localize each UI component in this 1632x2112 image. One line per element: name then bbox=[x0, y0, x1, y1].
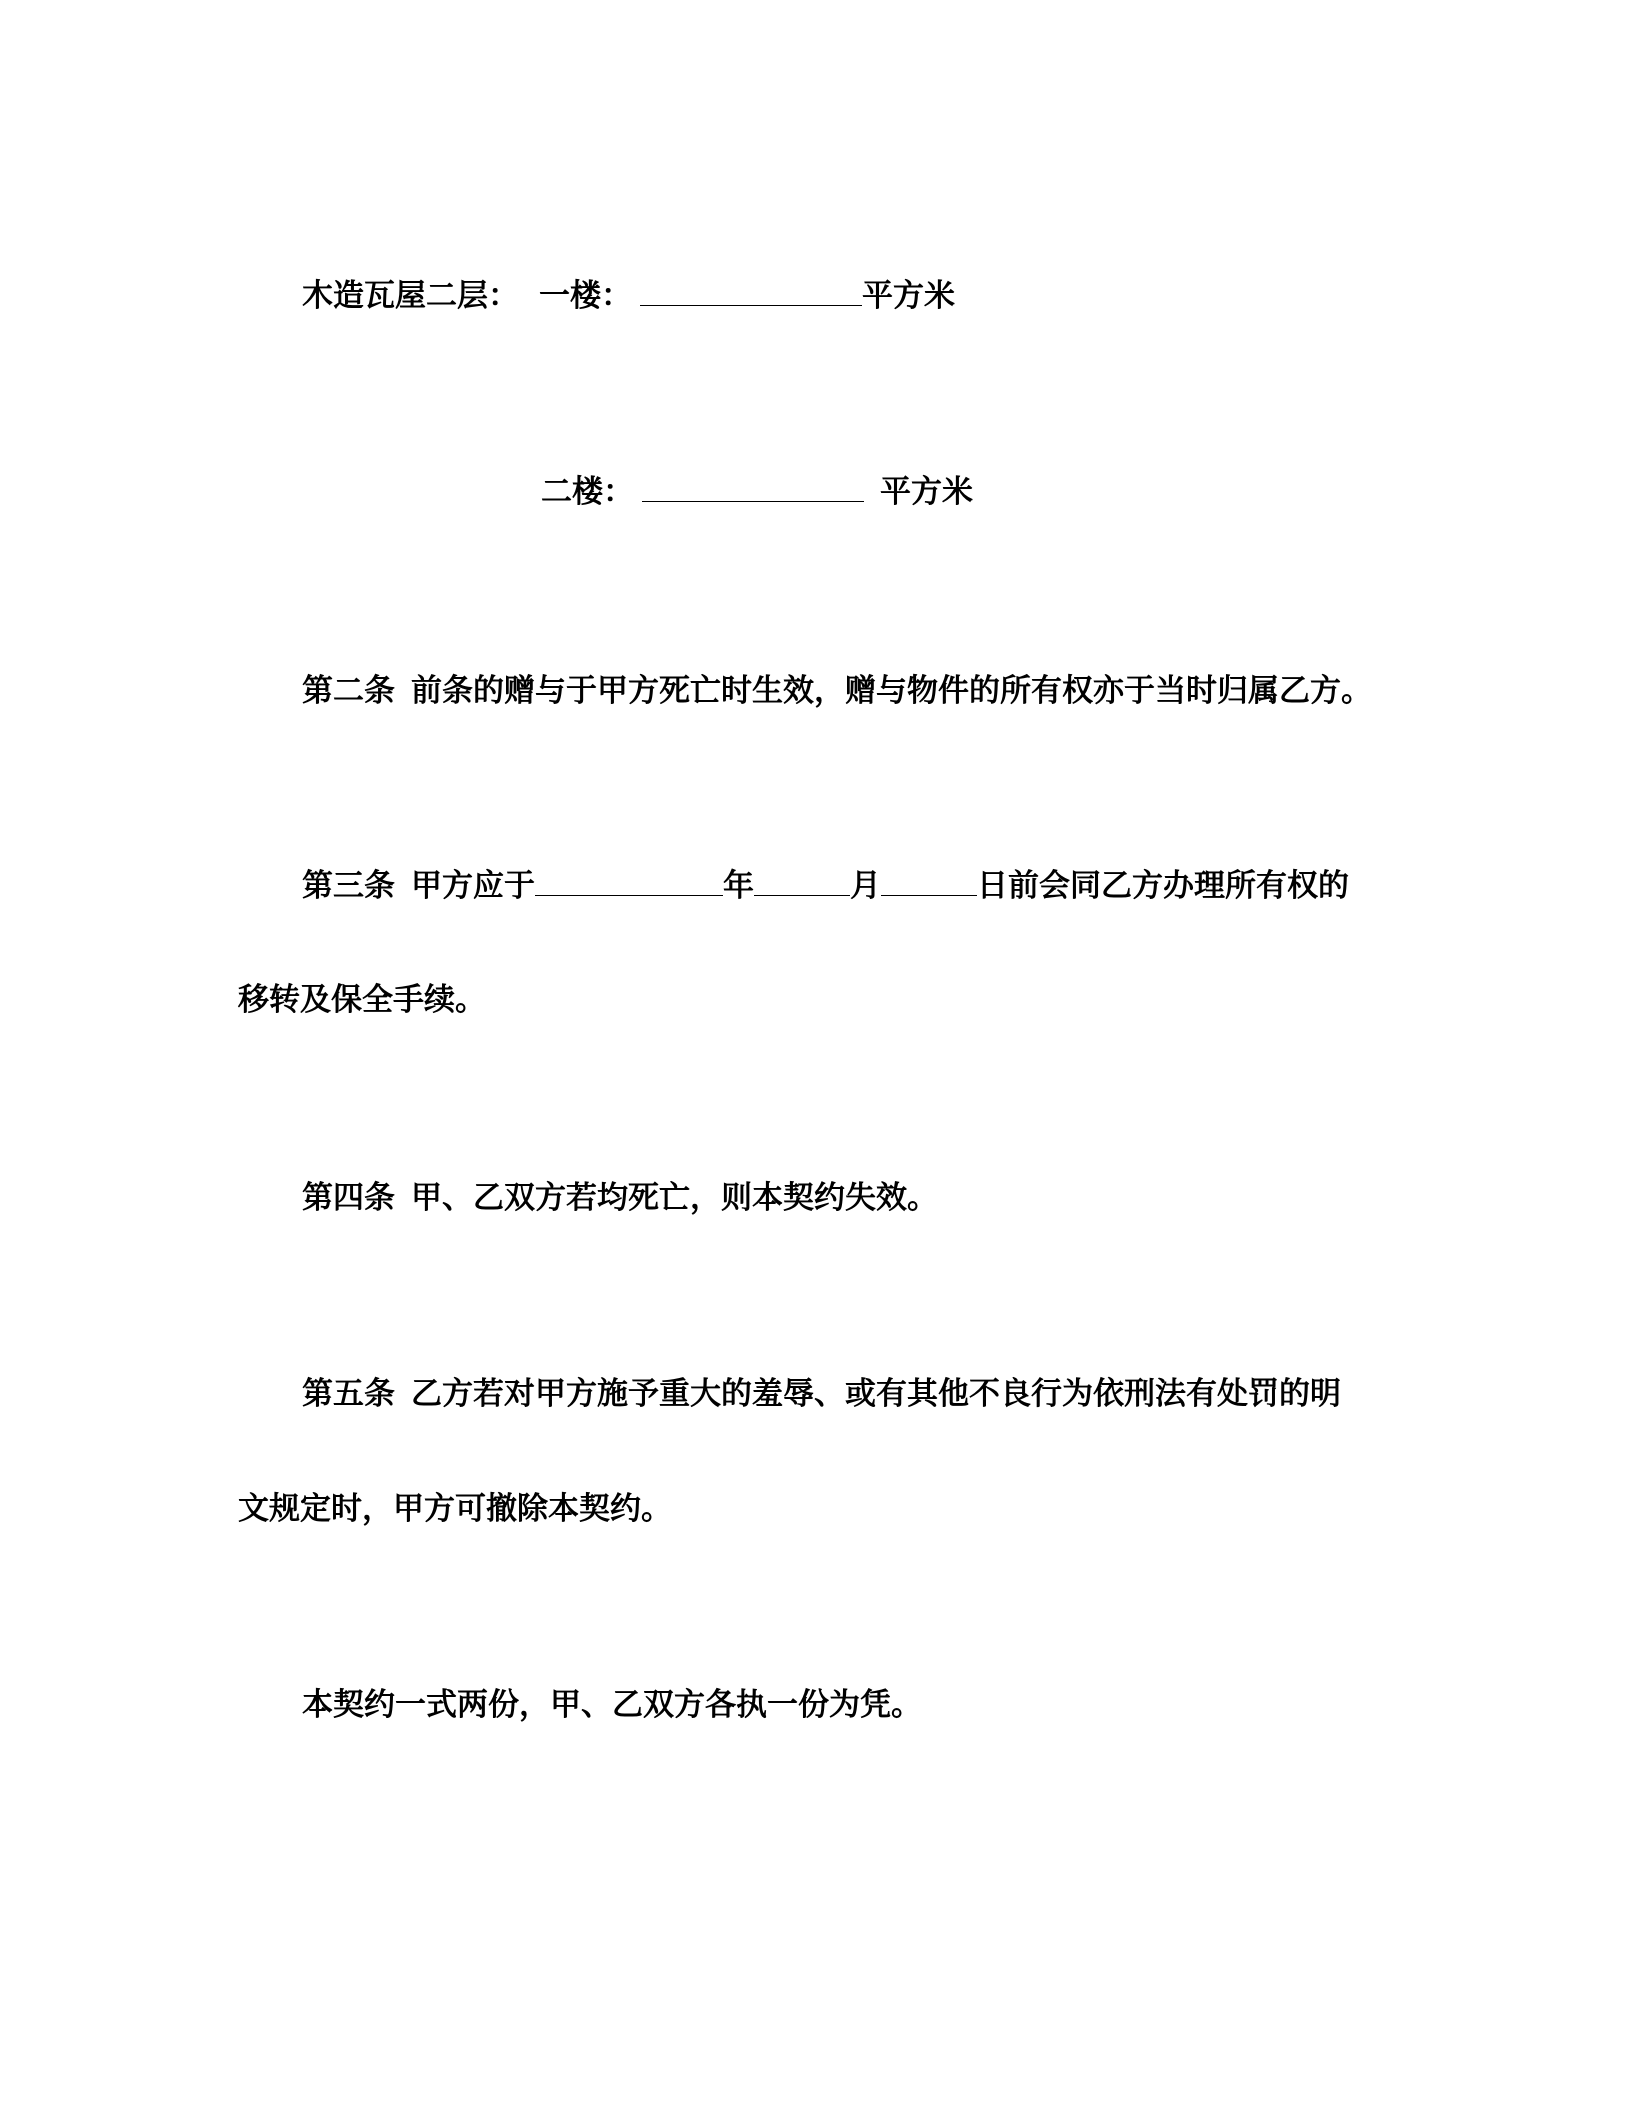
year-blank[interactable] bbox=[535, 869, 723, 896]
year-label: 年 bbox=[723, 868, 754, 904]
article-3 bbox=[302, 866, 1349, 906]
month-label: 月 bbox=[850, 868, 881, 904]
article-5 bbox=[302, 1374, 1341, 1414]
article-4 bbox=[302, 1178, 938, 1218]
article-2 bbox=[302, 671, 1372, 711]
floor-two-row bbox=[541, 472, 973, 512]
article-4-text: 甲、乙双方若均死亡，则本契约失效。 bbox=[411, 1180, 938, 1216]
first-floor-unit: 平方米 bbox=[862, 278, 955, 314]
article-3-continuation-text: 移转及保全手续。 bbox=[238, 982, 486, 1018]
article-3-text-after: 日前会同乙方办理所有权的 bbox=[977, 868, 1349, 904]
second-floor-unit: 平方米 bbox=[880, 474, 973, 510]
day-blank[interactable] bbox=[881, 869, 977, 896]
article-3-heading: 第三条 bbox=[302, 868, 395, 904]
article-5-continuation bbox=[238, 1489, 672, 1529]
article-5-text: 乙方若对甲方施予重大的羞辱、或有其他不良行为依刑法有处罚的明 bbox=[411, 1376, 1341, 1412]
second-floor-area-blank[interactable] bbox=[642, 475, 864, 502]
article-2-heading: 第二条 bbox=[302, 673, 395, 709]
first-floor-area-blank[interactable] bbox=[640, 279, 862, 306]
article-3-text-before: 甲方应于 bbox=[411, 868, 535, 904]
floor-one-row bbox=[302, 276, 955, 316]
first-floor-label: 一楼： bbox=[539, 278, 632, 314]
article-5-heading: 第五条 bbox=[302, 1376, 395, 1412]
closing-text: 本契约一式两份，甲、乙双方各执一份为凭。 bbox=[302, 1687, 922, 1723]
closing-statement bbox=[302, 1685, 922, 1725]
article-4-heading: 第四条 bbox=[302, 1180, 395, 1216]
second-floor-label: 二楼： bbox=[541, 474, 634, 510]
building-type-label: 木造瓦屋二层： bbox=[302, 278, 519, 314]
article-2-text: 前条的赠与于甲方死亡时生效，赠与物件的所有权亦于当时归属乙方。 bbox=[411, 673, 1372, 709]
article-5-continuation-text: 文规定时，甲方可撤除本契约。 bbox=[238, 1491, 672, 1527]
month-blank[interactable] bbox=[754, 869, 850, 896]
article-3-continuation bbox=[238, 980, 486, 1020]
